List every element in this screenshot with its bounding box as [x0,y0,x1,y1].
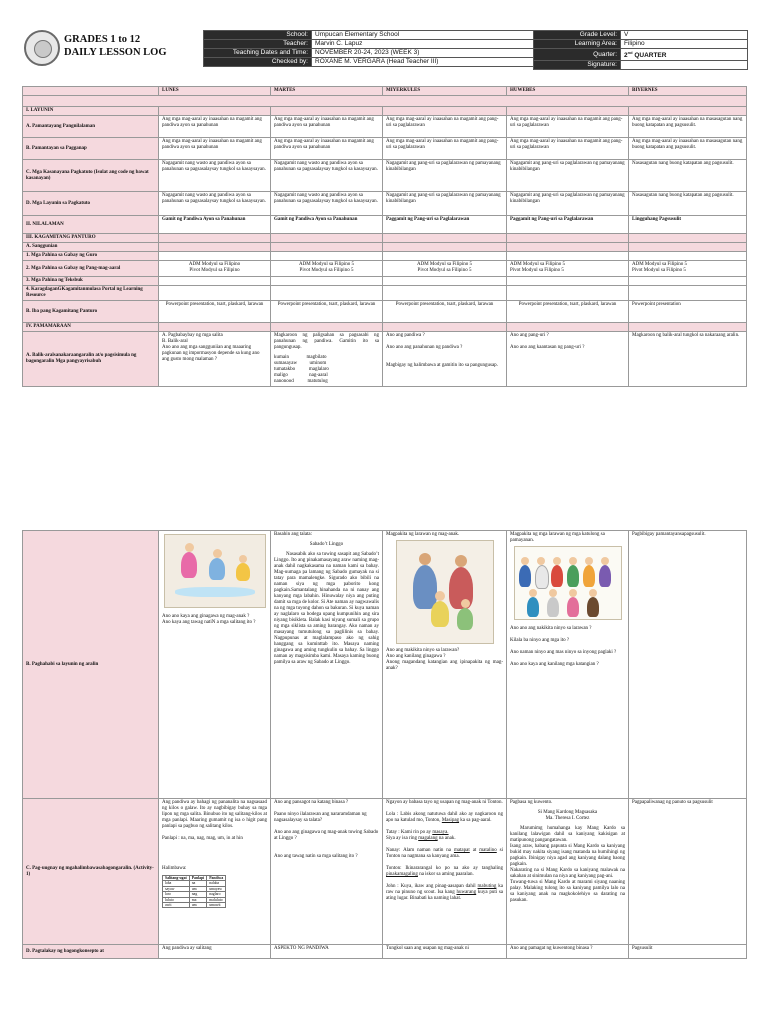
checked-label: Checked by: [204,58,312,67]
gabay-mag-lunes: ADM Modyul sa Filipino Pivot Modyul sa Filipino [159,261,271,277]
teacher-label: Teacher: [204,40,312,49]
signature-value [621,61,748,70]
story-title: Si Mang Kardong Magsasaka [537,810,598,815]
lesson-grid-page1 [22,86,747,387]
gabay-mag-label: 2. Mga Pahina sa Gabay ng Pang-mag-aaral [23,261,159,277]
teksbuk-row [23,277,747,286]
layunin-d-lunes: Nagagamit nang wasto ang pandiwa ayon sa panahunan sa pagsasalaysay tungkol sa kasaysayan. [159,192,271,216]
basahin-subtitle: Sabado’t Linggo [309,542,344,547]
kasanayan-row [23,160,747,192]
tiny-cell: luluto [163,897,190,902]
iba-label: B. Iba pang Kagamitang Panturo [23,301,159,323]
family-chores-image [164,534,266,608]
kasanayan-lunes: Nagagamit nang wasto ang pandiwa ayon sa panahunan sa pagsasalaysay tungkol sa kasaysayan. [159,160,271,192]
underlined-adjective: matalino [479,848,497,853]
pagugnay-lunes-text: Ang pandiwa ay bahagi ng pananalita na nagsasaad ng kilos o galaw. Ito ay nagbibigay buhay sa mga lipon ng mga salita. Binubuo ito ng salitang-kilos at mga panlapi. Maaring gumamit ng isa o higit pang panlapi sa pagbuo ng salitang kilos. Panlapi : na, ma, nag, mag, um, in at hin Halimbawa: [162,800,267,871]
pamantayang-miyerkules: Ang mga mag-aaral ay inaasahan na magamit ang pang-uri sa paglalarawan [383,116,507,138]
pagtalakay-label: D. Pagtalakay ng bagongkonsepto at [23,945,159,959]
dialogue-part: na iskor sa aming paaralan. John : Kuya, ikaw ang pinag-aasapan dahil [386,872,476,889]
dialogue-part: at [469,848,480,853]
gabay-mag-martes: ADM Modyul sa Filipino 5 Pivot Modyul sa Filipino 5 [271,261,383,277]
nilalaman-miyerkules: Paggamit ng Pang-uri sa Paglalarawan [383,216,507,234]
lesson-grid-page2 [22,530,747,959]
tiny-cell: ma [189,897,206,902]
school-value: Umpucan Elementary School [312,31,545,40]
paghahabi-huw-bottom: Ano ano ang nakikita ninyo sa larawan ? Kilala ba ninyo ang mga ito ? Ano naman ninyo ang mas ninyo sa inyong paglaki ? Ano ano kaya ang kanilang mga katangian ? [510,626,617,667]
paghahabi-miy-top: Magpakita ng larawan ng mag-anak. [386,532,460,537]
teacher-value: Marvin C. Lapuz [312,40,545,49]
tiny-head-2: Panlapi [189,876,206,881]
day-biyernes: BIYERNES [629,87,747,96]
balik-aral-huwebes: Ano ang pang-uri ? Ano ano ang kaantasan ng pang-uri ? [507,332,629,387]
sanggunian-heading: A. Sanggunian [23,243,159,252]
iba-miyerkules: Powerpoint presentation, tsart, plaskard, larawan [383,301,507,323]
pagugnay-miyerkules [383,799,507,945]
pagganap-lunes: Ang mga mag-aaral ay inaasahan na magamit ang pandiwa ayon sa panahunan [159,138,271,160]
deped-seal-icon [24,30,60,66]
pagganap-label: B. Pamantayan sa Pagganap [23,138,159,160]
nilalaman-huwebes: Paggamit ng Pang-uri sa Paglalarawan [507,216,629,234]
pagtalakay-miyerkules: Tungkol saan ang usapan ng mag-anak ni [383,945,507,959]
paghahabi-huwebes [507,531,629,799]
dialogue-part: Siya ay isa ring [386,836,417,841]
kasanayan-miyerkules: Nagagamit ang pang-uri sa paglalarawan ng pamayanang kinabibilangan [383,160,507,192]
brand-line-2: DAILY LESSON LOG [64,47,167,58]
pamamaraan-heading: IV. PAMAMARAAN [23,323,159,332]
balik-aral-biyernes: Magkaroon ng balik-aral tungkol sa nakaraang aralin. [629,332,747,387]
day-miyerkules: MIYERKULES [383,87,507,96]
dialogue-part: ka sa pag-aaral. Tatay : Kami rin po ay [386,818,492,835]
dates-value: NOVEMBER 20-24, 2023 (WEEK 3) [312,49,545,58]
pagtalakay-lunes: Ang pandiwa ay salitang [159,945,271,959]
layunin-d-huwebes: Nagagamit ang pang-uri sa paglalarawan ng pamayanang kinabibilangan [507,192,629,216]
tiny-head-1: Salitang-ugat [163,876,190,881]
dates-label: Teaching Dates and Time: [204,49,312,58]
day-martes: MARTES [271,87,383,96]
underlined-adjective: masaya. [432,830,449,835]
kasanayan-biyernes: Nasasagutan nang buong katapatan ang pagsusulit. [629,160,747,192]
nilalaman-lunes: Gamit ng Pandiwa Ayon sa Panahunan [159,216,271,234]
paghahabi-martes [271,531,383,799]
iba-biyernes: Powerpoint presentation [629,301,747,323]
paghahabi-huw-top: Magpakita ng mga larawan ng mga katulong sa pamayanan. [510,532,605,543]
underlined-adjective: magalang [418,836,438,841]
underlined-adjective: matapat [453,848,470,853]
paghahabi-lunes-text: Ano ano kaya ang ginagawa ng mag-anak ? Ano kaya ang tawag natiN a mga salitang ito ? [162,614,256,625]
paghahabi-label: B. Paghahabi sa layunin ng aralin [23,531,159,799]
iba-huwebes: Powerpoint presentation, tsart, plaskard, larawan [507,301,629,323]
pamantayang-row [23,116,747,138]
pagganap-huwebes: Ang mga mag-aaral ay inaasahan na magamit ang pang-uri sa paglalarawan [507,138,629,160]
paghahabi-miy-bottom: Ano ang makikita ninyo sa larawan? Ano ang kanilang ginagawa ? Anong magandang katangian ang ipinapakita ng mag-anak? [386,648,503,671]
paghahabi-biyernes: Pagbibigay pamantayansapagsusulit. [629,531,747,799]
grade-label: Grade Level: [534,31,621,40]
underlined-adjective: mabuting [477,884,497,889]
balik-martes-text: Magkaroon ng paligsahan sa pagsasabi ng panahunan ng pandiwa. Gamitin ito sa pangungusap. [274,333,379,350]
portal-row [23,286,747,301]
pagganap-row [23,138,747,160]
tiny-cell: umayaw [207,886,226,891]
pagugnay-row [23,799,747,945]
dialogue-part: Ngayon ay babasa tayo ng usapan ng mag-anak ni Tonton. Lola : Labis akong natutuwa dahil ako ay nagkaroon ng apo na katulad mo, Tonton, [386,800,503,823]
kagamitan-row [23,234,747,243]
dialogue-part: na anak. Nanay: Alam naman natin na [386,836,456,853]
tiny-cell: umawit [207,903,226,908]
kagamitan-heading: III. KAGAMITANG PANTURO [23,234,159,243]
grade-value: V [621,31,748,40]
nilalaman-row [23,216,747,234]
tiny-cell: um [189,903,206,908]
portal-label: 4. KaragdaganGKagamitanmulasa Portal ng Learning Resource [23,286,159,301]
pagugnay-martes: Ano ang pansagot na katang binasa ? Paano ninyo ilalarawan ang nararamdaman ng nagsasalaysay sa talata? Ano ano ang ginagawa ng mag-anak tuwing Sabado at Linggo ? Ano ang tawag natin sa mga salitang ito ? [271,799,383,945]
tiny-cell: naglaro [207,892,226,897]
kasanayan-label: C. Mga Kasanayana Pagkatuto (Isulat ang code ng bawat kasanayan) [23,160,159,192]
gabay-guro-row [23,252,747,261]
pamantayang-label: A. Pamantayang Pangnilalaman [23,116,159,138]
basahin-text: Nasasabik ako sa tuwing sasapit ang Sabado’t Linggo. Ito ang pinakamasayang araw naming mag-anak dahil nagkakasama na naman kami sa bahay. Mag-uumaga pa lamang ng Sabado gumayak na si tatay para mamalengke. Sigurado ako bibili na naman siya ng mga paborito kong pagkain.Samantalang hinahanda na ni nanay ang kanyang mga labahin. Hinuwalay niya ang puting damit sa mga de kolor. Si Ate naman ay nagwawalis na ng mga tuyong dahon sa bakuran. Si kuya naman ay naglalaro sa bodega upang kumpunihin ang sira niyang bisikleta. Balak kasi niyang sumali sa grupo ng mga siklista sa aming barangay. Ako naman ay masayang tumutulong sa paglilinis sa bahay. Nagpupunas at maglalampaso ako ng sahig hanggang sa kuminttab ito. Masaya naming ginagawa ang aming tungkulin sa bahay. Sa linggo naman ay magsisimba kami. Masaya kaming buong pamilya sa araw ng Sabado at Linggo. [274,552,379,665]
pagugnay-label: C. Pag-uugnay ng mgahalimbawasabagongaralin. (Activity-1) [23,799,159,945]
layunin-row [23,107,747,116]
community-helpers-image [514,546,622,620]
nilalaman-label: II. NILALAMAN [23,216,159,234]
dialogue-part: ka raw na pinuno ng scout. Isa kang [386,884,503,895]
layunin-d-label: D. Mga Layunin sa Pagkatuto [23,192,159,216]
underlined-adjective: Masipag [441,818,460,823]
tiny-cell: nalaba [207,881,226,886]
kasanayan-martes: Nagagamit nang wasto ang pandiwa ayon sa panahunan sa pagsasalaysay tungkol sa kasaysayan. [271,160,383,192]
iba-lunes: Powerpoint presentation, tsart, plaskard, larawan [159,301,271,323]
story-author: Ma. Theresa I. Cortez [545,816,590,821]
nilalaman-martes: Gamit ng Pandiwa Ayon sa Panahunan [271,216,383,234]
day-lunes: LUNES [159,87,271,96]
nilalaman-biyernes: Lingguhang Pagsusulit [629,216,747,234]
gabay-guro-label: 1. Mga Pahina sa Gabay ng Guro [23,252,159,261]
paghahabi-lunes [159,531,271,799]
pagtalakay-row [23,945,747,959]
dialogue-part: si Tonton na nagmana sa kanyang ama. Tonton: Ikinararangal ko po na ako ay tanghaling [386,848,503,871]
brand-line-1: GRADES 1 to 12 [64,34,141,45]
story-text: Marumimg humahanga kay Mang Kardo sa kanilang lalawigan dahil sa kaniyang kakisigan at matipunong pangangatawan. Isang araw, habang papunta si Mang Kardo sa kaniyang bukid may nakita siyang isang matanda na humihingi ng pagkain. Ibinigay niya agad ang kaniyang dalang baong pagkain. Nakarating na si Mang Kardo sa kaniyang malawak na sakahan at sinimulan na niya ang kaniyang pag-ani. Tuwang-tuwa si Mang Kardo at marami siyang naaning palay. Malaking tulong ito sa kaniyang pamilya lalo na sa kaniyang anak na magkokolehiyo sa darating na pasukan. [510,826,625,903]
underlined-adjective: pinakamagaling [386,872,418,877]
tiny-head-3: Pandiwa [207,876,226,881]
quarter-text: QUARTER [632,52,667,60]
balik-aral-lunes: A. Pagbabaybay ng mga salita B. Balik-aral Ano ano ang mga sangguniian ang maaaring pagkunan ng impormasyon depende sa kung ano ang gusto mong malaman ? [159,332,271,387]
pagganap-miyerkules: Ang mga mag-aaral ay inaasahan na magamit ang pang-uri sa paglalarawan [383,138,507,160]
pagugnay-huwebes [507,799,629,945]
layunin-heading: I. LAYUNIN [23,107,159,116]
family-image [396,540,494,644]
balik-aral-label: A. Balik-aralsanakaraangaralin at/o pagsisimula ng bagongaralin Mga pangyayrisabuh [23,332,159,387]
pamamaraan-row [23,323,747,332]
pamantayang-biyernes: Ang mga mag-aaral ay inaasahan na masasagutan nang buong katapatan ang pagsusulit. [629,116,747,138]
day-header-row [23,87,747,96]
gabay-mag-row [23,261,747,277]
pagtalakay-huwebes: Ano ang pamagat ng kuwentong binasa ? [507,945,629,959]
area-label: Learning Area: [534,40,621,49]
tiny-cell: na [189,881,206,886]
pagganap-martes: Ang mga mag-aaral ay inaasahan na magamit ang pandiwa ayon sa panahunan [271,138,383,160]
day-huwebes: HUWEBES [507,87,629,96]
pagugnay-lunes [159,799,271,945]
school-label: School: [204,31,312,40]
tiny-cell: awit [163,903,190,908]
area-value: Filipino [621,40,748,49]
layunin-d-miyerkules: Nagagamit ang pang-uri sa paglalarawan ng pamayanang kinabibilangan [383,192,507,216]
dialogue-part: kuya puti sa ating lugar. Binabati ka naming lahat. [386,890,503,901]
halimbawa-table [162,875,226,908]
sanggunian-row [23,243,747,252]
layunin-d-row [23,192,747,216]
tiny-cell: um [189,886,206,891]
quarter-value [621,49,748,61]
spacer-row [23,96,747,107]
iba-martes: Powerpoint presentation, tsart, plaskard, larawan [271,301,383,323]
layunin-d-biyernes: Nasasagutan nang buong katapatan ang pagsusulit. [629,192,747,216]
story-intro: Pagbasa ng kuwento. [510,800,553,805]
tiny-cell: sayaw [163,886,190,891]
quarter-sup: nd [627,50,633,55]
pamantayang-huwebes: Ang mga mag-aaral ay inaasahan na magamit ang pang-uri sa paglalarawan [507,116,629,138]
pagugnay-biyernes: Pagpapaliwanag ng panuto sa pagsusulit [629,799,747,945]
paghahabi-row [23,531,747,799]
pagtalakay-martes: ASPEKTO NG PANDIWA [271,945,383,959]
gabay-mag-miyerkules: ADM Modyul sa Filipino 5 Pivot Modyul sa Filipino 5 [383,261,507,277]
balik-aral-martes [271,332,383,387]
layunin-d-martes: Nagagamit nang wasto ang pandiwa ayon sa panahunan sa pagsasalaysay tungkol sa kasaysayan. [271,192,383,216]
balik-aral-row [23,332,747,387]
checked-value: ROXANE M. VERGARA (Head Teacher III) [312,58,545,67]
page-gap [0,470,768,520]
header-info-left [203,30,545,67]
iba-row [23,301,747,323]
balik-aral-miyerkules: Ano ang pandiwa ? Ano ano ang panahunan ng pandiwa ? Magbigay ng halimbawa at gamitin ito sa pangungusap. [383,332,507,387]
pamantayang-martes: Ang mga mag-aaral ay inaasahan na magamit ang pandiwa ayon sa panahunan [271,116,383,138]
teksbuk-label: 3. Mga Pahina ng Teksbuk [23,277,159,286]
tiny-cell: laro [163,892,190,897]
underlined-adjective: huwarang [456,890,477,895]
gabay-mag-huwebes: ADM Modyul sa Filipino 5 Pivot Modyul sa Filipino 5 [507,261,629,277]
dll-page-1 [0,0,768,470]
basahin-title: Basahin ang talata: [274,532,313,537]
header-info-right [533,30,748,70]
pagtalakay-biyernes: Pagsusulit [629,945,747,959]
signature-label: Signature: [534,61,621,70]
quarter-num: 2 [624,52,628,60]
dll-page-2 [0,520,768,1024]
pagganap-biyernes: Ang mga mag-aaral ay inaasahan na masasagutan nang buong katapatan ang pagsusulit. [629,138,747,160]
brand-title [64,33,167,59]
balik-martes-words: kumain magbilato sumasayaw uminom tumatakbo maglalaro maligo nag-aaral nanonood matutulog [274,355,329,384]
tiny-cell: nag [189,892,206,897]
pamantayang-lunes: Ang mga mag-aaral ay inaasahan na magamit ang pandiwa ayon sa panahunan [159,116,271,138]
tiny-cell: laba [163,881,190,886]
tiny-cell: maluluto [207,897,226,902]
kasanayan-huwebes: Nagagamit ang pang-uri sa paglalarawan ng pamayanang kinabibilangan [507,160,629,192]
paghahabi-miyerkules [383,531,507,799]
gabay-mag-biyernes: ADM Modyul sa Filipino 5 Pivot Modyul sa Filipino 5 [629,261,747,277]
quarter-label: Quarter: [534,49,621,61]
